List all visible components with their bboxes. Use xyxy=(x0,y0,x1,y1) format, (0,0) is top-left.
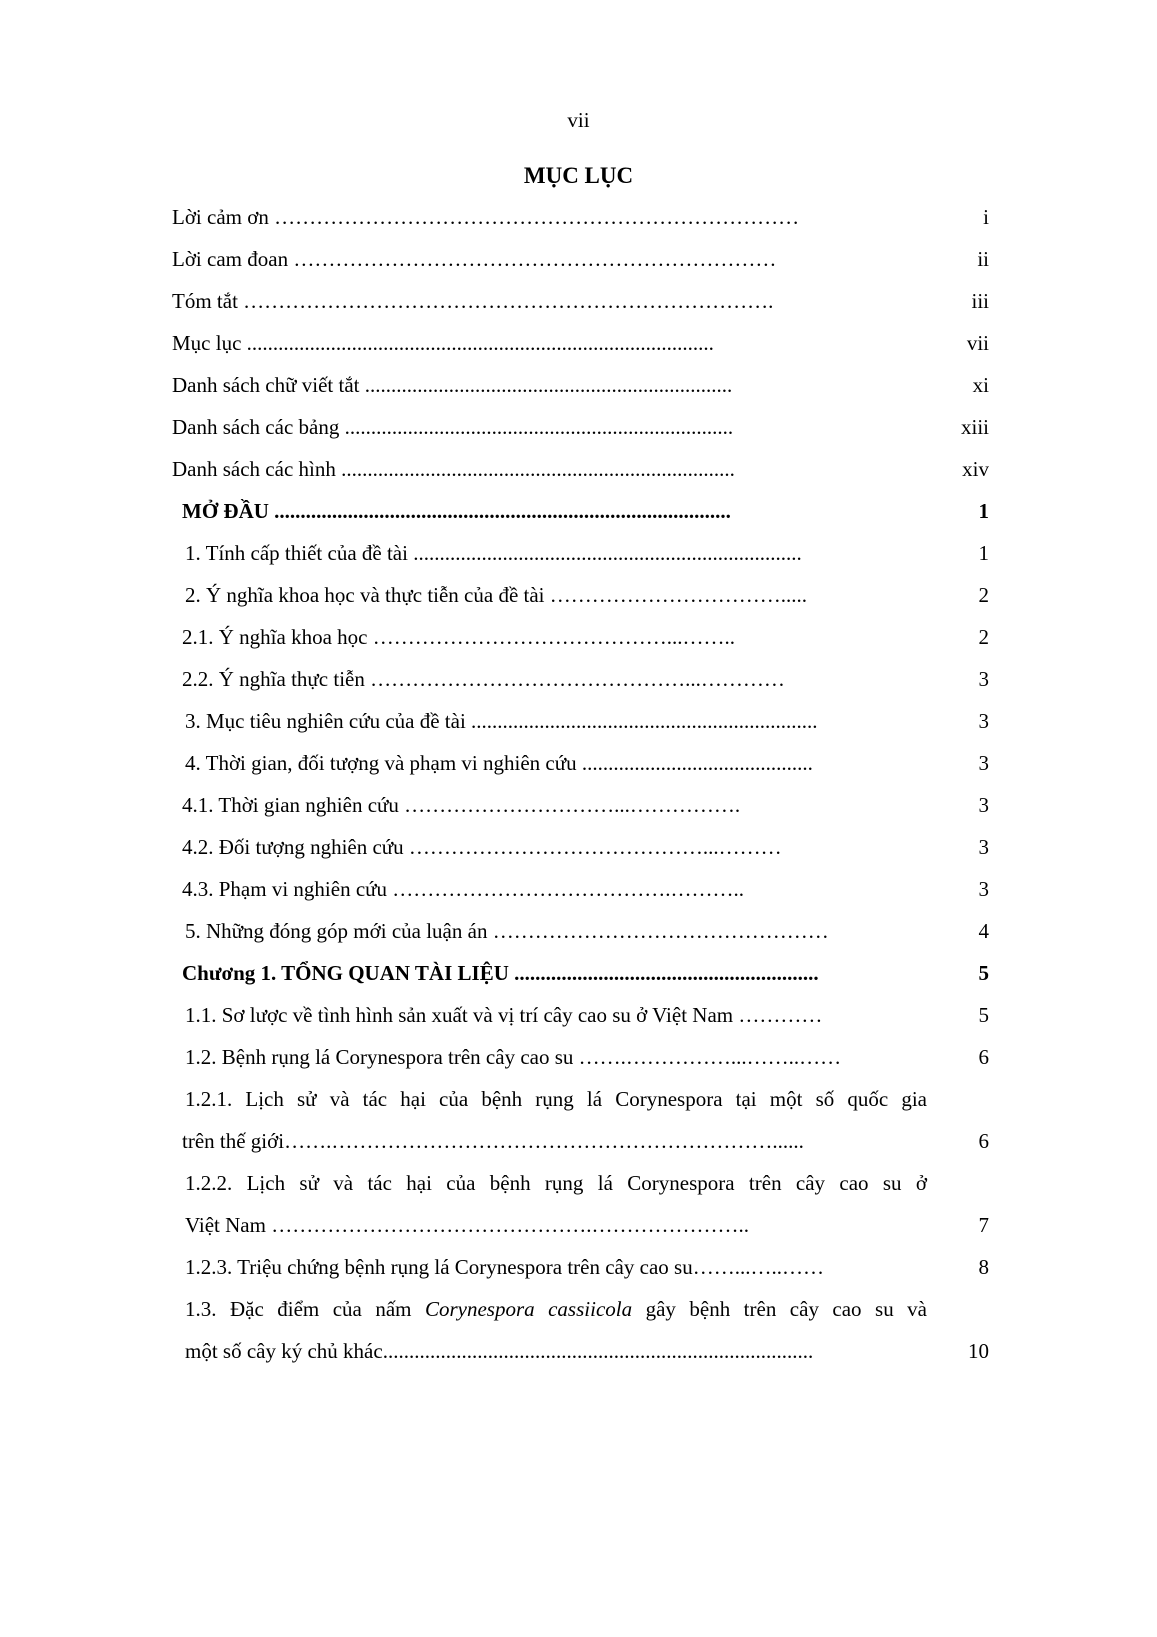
species-name: Corynespora cassiicola xyxy=(424,1297,633,1321)
toc-entry-text: Danh sách các bảng .......................................................................... xyxy=(172,415,734,439)
toc-entry[interactable] xyxy=(0,322,1157,364)
toc-entry-text: Lời cảm ơn ………………………………………………………………… xyxy=(172,205,800,229)
toc-entry[interactable] xyxy=(0,1036,1157,1078)
toc-entry-page: xi xyxy=(972,373,989,397)
toc-entry-page: 8 xyxy=(978,1255,989,1279)
toc-entry[interactable] xyxy=(0,658,1157,700)
toc-entry[interactable] xyxy=(0,616,1157,658)
toc-entry-page: 3 xyxy=(978,667,989,691)
toc-entry-text: Danh sách các hình ........................................................................... xyxy=(172,457,735,481)
text-before: 1.3. Đặc điểm của nấm xyxy=(185,1297,425,1321)
toc-entry-page: 2 xyxy=(978,583,989,607)
toc-entry-text: một số cây ký chủ khác.................................................................................. xyxy=(185,1339,814,1363)
toc-entry-page: 3 xyxy=(978,709,989,733)
toc-entry[interactable] xyxy=(0,910,1157,952)
toc-entry-page: 5 xyxy=(978,961,989,985)
toc-entry-page: vii xyxy=(966,331,989,355)
toc-entry[interactable] xyxy=(0,868,1157,910)
toc-entry-page: 10 xyxy=(968,1339,989,1363)
toc-entry[interactable] xyxy=(0,532,1157,574)
toc-entry-text: MỞ ĐẦU ....................................................................................... xyxy=(182,499,731,523)
toc-entry[interactable] xyxy=(0,1330,1157,1372)
toc-entry-text: 1.1. Sơ lược về tình hình sản xuất và vị trí cây cao su ở Việt Nam ………… xyxy=(185,1003,823,1027)
toc-entry-page: 1 xyxy=(978,499,989,523)
toc-entry-page: xiii xyxy=(960,415,989,439)
toc-entry[interactable] xyxy=(0,700,1157,742)
toc-entry-page: 5 xyxy=(978,1003,989,1027)
toc-entry[interactable] xyxy=(0,238,1157,280)
toc-entry-page: 3 xyxy=(978,835,989,859)
toc-entry-text: Chương 1. TỔNG QUAN TÀI LIỆU .......................................................... xyxy=(182,961,819,985)
toc-entry[interactable] xyxy=(0,1120,1157,1162)
toc-title: MỤC LỤC xyxy=(523,163,634,188)
toc-entry-text[interactable] xyxy=(185,1288,927,1330)
toc-entry-text: 1.2.3. Triệu chứng bệnh rụng lá Corynespora trên cây cao su……...…..…… xyxy=(185,1255,824,1279)
toc-entry[interactable] xyxy=(0,994,1157,1036)
toc-entry[interactable] xyxy=(0,784,1157,826)
toc-entry-text: 5. Những đóng góp mới của luận án ………………………………………… xyxy=(185,919,829,943)
toc-entry[interactable] xyxy=(0,448,1157,490)
toc-entry-page: 7 xyxy=(978,1213,989,1237)
toc-entry[interactable] xyxy=(0,952,1157,994)
toc-entry-page: 6 xyxy=(978,1129,989,1153)
toc-entry-text: Tóm tắt …………………………………………………………………. xyxy=(172,289,774,313)
toc-entry[interactable] xyxy=(0,406,1157,448)
toc-entry-text: 1.2. Bệnh rụng lá Corynespora trên cây cao su …….……………...……..…… xyxy=(185,1045,842,1069)
toc-entry-page: 3 xyxy=(978,751,989,775)
toc-entry[interactable] xyxy=(0,196,1157,238)
toc-entry[interactable] xyxy=(0,826,1157,868)
toc-entry[interactable] xyxy=(0,1204,1157,1246)
text-after: gây bệnh trên cây cao su và xyxy=(632,1297,927,1321)
toc-entry-page: i xyxy=(983,205,989,229)
page-number: vii xyxy=(567,108,590,132)
toc-entry-page: 2 xyxy=(978,625,989,649)
toc-entry[interactable] xyxy=(0,364,1157,406)
toc-entry-text: 3. Mục tiêu nghiên cứu của đề tài .................................................................. xyxy=(185,709,818,733)
toc-entry-text[interactable]: 1.2.1. Lịch sử và tác hại của bệnh rụng lá Corynespora tại một số quốc gia xyxy=(185,1087,927,1111)
toc-entry-text: 2.2. Ý nghĩa thực tiễn ………………………………………...………… xyxy=(182,667,785,691)
toc-entry-text: Việt Nam ……………………………………….………………….. xyxy=(185,1213,749,1237)
toc-entry[interactable] xyxy=(0,490,1157,532)
toc-entry-text[interactable]: 1.2.2. Lịch sử và tác hại của bệnh rụng lá Corynespora trên cây cao su ở xyxy=(185,1171,927,1195)
toc-entry[interactable] xyxy=(0,742,1157,784)
toc-entry-page: 3 xyxy=(978,793,989,817)
toc-entry-text: 1. Tính cấp thiết của đề tài .......................................................................... xyxy=(185,541,802,565)
toc-entry-text: trên thế giới…….………………………………………………………...... xyxy=(182,1129,804,1153)
toc-entry-page: 1 xyxy=(978,541,989,565)
toc-entry-text: Lời cam đoan …………………………………………………………… xyxy=(172,247,777,271)
toc-entry[interactable] xyxy=(0,1246,1157,1288)
toc-entry-page: 6 xyxy=(978,1045,989,1069)
toc-entry-text: Mục lục ......................................................................................... xyxy=(172,331,714,355)
toc-entry-text: Danh sách chữ viết tắt ...................................................................... xyxy=(172,373,733,397)
toc-entry-page: xiv xyxy=(962,457,989,481)
toc-entry[interactable] xyxy=(0,574,1157,616)
toc-entry-text: 4.2. Đối tượng nghiên cứu ……………………………………...……… xyxy=(182,835,782,859)
toc-entry-page: iii xyxy=(971,289,989,313)
toc-entry-text: 4.3. Phạm vi nghiên cứu ………………………………….……….. xyxy=(182,877,745,901)
toc-entry-page: 4 xyxy=(978,919,989,943)
toc-entry-text: 2.1. Ý nghĩa khoa học ……………………………………...…….. xyxy=(182,625,735,649)
toc-entry-text: 2. Ý nghĩa khoa học và thực tiễn của đề tài ……………………………..... xyxy=(185,583,808,607)
toc-entry-page: ii xyxy=(977,247,989,271)
toc-entry-text: 4.1. Thời gian nghiên cứu …………………………...……………. xyxy=(182,793,741,817)
toc-entry[interactable] xyxy=(0,280,1157,322)
toc-entry-page: 3 xyxy=(978,877,989,901)
toc-entry-text: 4. Thời gian, đối tượng và phạm vi nghiên cứu ............................................ xyxy=(185,751,813,775)
